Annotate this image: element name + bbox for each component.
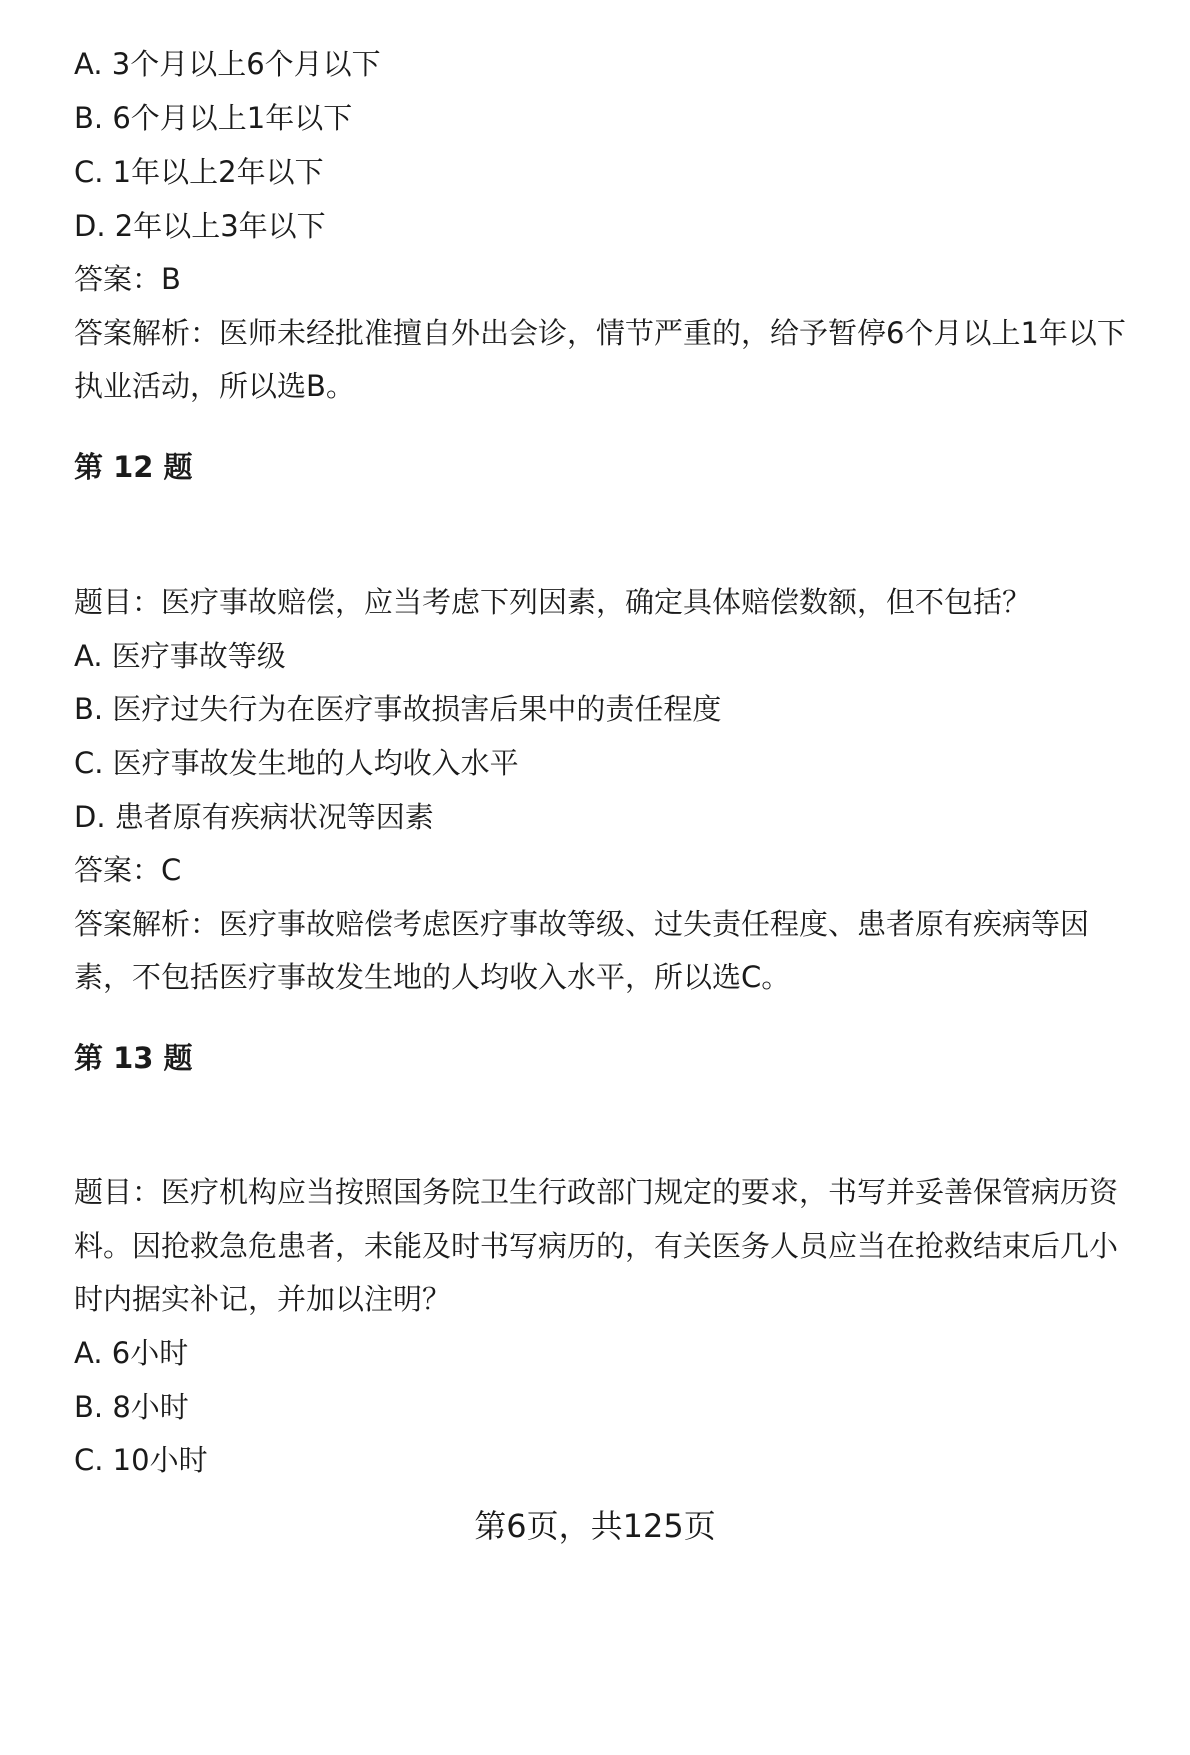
prev-option-c: C. 1年以上2年以下: [74, 155, 324, 189]
question-13-stem-line-1: 题目：医疗机构应当按照国务院卫生行政部门规定的要求，书写并妥善保管病历资: [74, 1175, 1119, 1209]
question-13-option-a: A. 6小时: [74, 1336, 189, 1370]
question-12-option-a: A. 医疗事故等级: [74, 639, 286, 673]
prev-analysis-line-2: 执业活动，所以选B。: [74, 369, 355, 403]
question-13-stem-line-2: 料。因抢救急危患者，未能及时书写病历的，有关医务人员应当在抢救结束后几小: [74, 1229, 1119, 1263]
question-12-analysis-line-2: 素，不包括医疗事故发生地的人均收入水平，所以选C。: [74, 960, 791, 994]
question-12-option-c: C. 医疗事故发生地的人均收入水平: [74, 746, 519, 780]
question-12-stem: 题目：医疗事故赔偿，应当考虑下列因素，确定具体赔偿数额，但不包括？: [74, 585, 1032, 619]
prev-option-b: B. 6个月以上1年以下: [74, 101, 353, 135]
question-13-option-c: C. 10小时: [74, 1443, 208, 1477]
prev-answer: 答案：B: [74, 262, 181, 296]
question-12-option-b: B. 医疗过失行为在医疗事故损害后果中的责任程度: [74, 692, 722, 726]
prev-option-d: D. 2年以上3年以下: [74, 209, 326, 243]
question-13-stem-line-3: 时内据实补记，并加以注明？: [74, 1282, 452, 1316]
question-12-heading: 第 12 题: [74, 450, 193, 484]
question-12-option-d: D. 患者原有疾病状况等因素: [74, 800, 434, 834]
page-footer: 第6页，共125页: [474, 1507, 716, 1545]
question-13-heading: 第 13 题: [74, 1041, 193, 1075]
prev-option-a: A. 3个月以上6个月以下: [74, 47, 381, 81]
question-12-analysis-line-1: 答案解析：医疗事故赔偿考虑医疗事故等级、过失责任程度、患者原有疾病等因: [74, 907, 1090, 941]
question-12-answer: 答案：C: [74, 853, 182, 887]
prev-analysis-line-1: 答案解析：医师未经批准擅自外出会诊，情节严重的，给予暂停6个月以上1年以下: [74, 316, 1126, 350]
question-13-option-b: B. 8小时: [74, 1390, 189, 1424]
